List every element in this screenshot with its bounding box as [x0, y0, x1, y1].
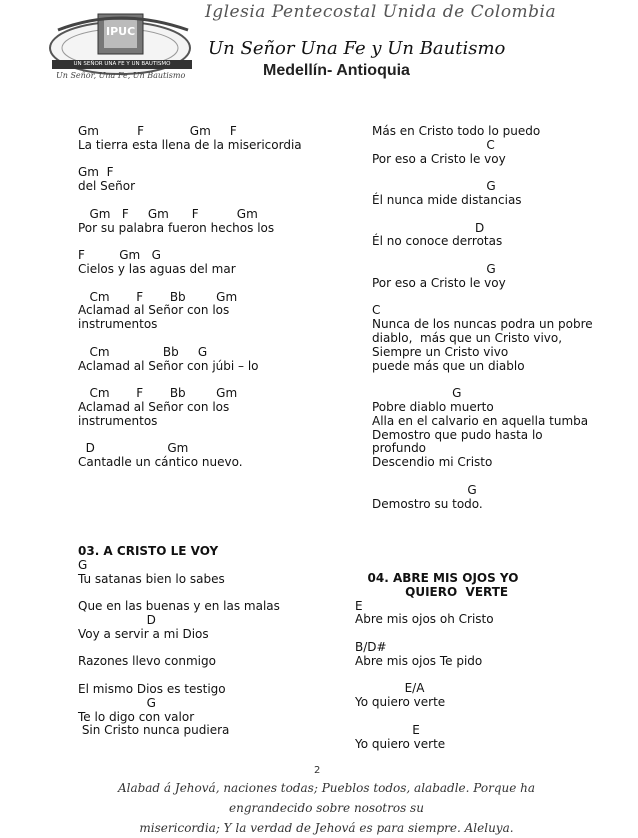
- lyric-line: Siempre un Cristo vivo: [372, 344, 509, 359]
- song-lyrics-left: [78, 125, 302, 470]
- lyric-line: G: [372, 179, 496, 194]
- song-03: [78, 545, 280, 738]
- lyric-line: Gm F Gm F: [78, 124, 237, 138]
- lyric-line: Pobre diablo muerto: [372, 399, 494, 414]
- lyric-line: Yo quiero verte: [355, 695, 446, 710]
- lyric-line: E/A: [355, 681, 425, 696]
- lyric-line: Él nunca mide distancias: [372, 192, 522, 207]
- lyric-line: Yo quiero verte: [355, 736, 446, 751]
- lyric-line: [78, 669, 280, 683]
- lyric-line: [78, 332, 302, 346]
- lyric-line: [372, 291, 593, 305]
- lyric-line: del Señor: [78, 179, 136, 194]
- lyric-line: Demostro que pudo hasta lo: [372, 427, 543, 442]
- lyric-line: C: [372, 303, 381, 318]
- lyric-line: El mismo Dios es testigo: [78, 681, 226, 696]
- lyric-line: [78, 642, 280, 656]
- lyric-line: [78, 194, 302, 208]
- lyric-line: G: [372, 261, 496, 276]
- lyric-line: Él no conoce derrotas: [372, 234, 503, 249]
- lyric-line: Razones llevo conmigo: [78, 654, 216, 669]
- church-city: Medellín- Antioquia: [263, 62, 410, 79]
- lyric-line: G: [78, 557, 88, 572]
- lyric-line: [355, 627, 518, 641]
- lyric-line: G: [372, 386, 462, 401]
- lyric-line: [372, 166, 593, 180]
- church-name: Iglesia Pentecostal Unida de Colombia: [205, 2, 557, 22]
- song-04-title-line1: 04. ABRE MIS OJOS YO: [355, 571, 519, 585]
- lyric-line: [78, 235, 302, 249]
- lyric-line: La tierra esta llena de la misericordia: [78, 137, 302, 152]
- lyric-line: [372, 208, 593, 222]
- lyric-line: Cantadle un cántico nuevo.: [78, 455, 243, 470]
- lyric-line: Abre mis ojos Te pido: [355, 653, 483, 668]
- lyric-line: Que en las buenas y en las malas: [78, 599, 280, 614]
- lyric-line: E: [355, 598, 363, 613]
- lyric-line: Descendio mi Cristo: [372, 455, 493, 470]
- lyric-line: [355, 669, 518, 683]
- lyric-line: Por eso a Cristo le voy: [372, 275, 506, 290]
- lyric-line: Por su palabra fueron hechos los: [78, 220, 275, 235]
- lyric-line: Nunca de los nuncas podra un pobre: [372, 317, 593, 332]
- lyric-line: B/D#: [355, 639, 387, 654]
- footer-verse-line1: Alabad á Jehová, naciones todas; Pueblos todos, alabadle. Porque ha engrandecido sobre nosotros su: [117, 781, 536, 815]
- footer-verse-line2: misericordia; Y la verdad de Jehová es para siempre. Aleluya.: [139, 821, 514, 835]
- lyric-line: Por eso a Cristo le voy: [372, 151, 506, 166]
- lyric-line: Cm F Bb Gm: [78, 386, 238, 401]
- song-03-lines: [78, 559, 280, 738]
- lyric-line: Gm F Gm F Gm: [78, 206, 258, 221]
- lyric-line: Más en Cristo todo lo puedo: [372, 124, 541, 138]
- church-motto: Un Señor Una Fe y Un Bautismo: [208, 38, 506, 59]
- lyric-line: E: [355, 722, 420, 737]
- lyric-line: G: [372, 482, 477, 497]
- lyric-line: Cm F Bb Gm: [78, 289, 238, 304]
- lyric-line: F Gm G: [78, 248, 161, 263]
- lyric-line: Aclamad al Señor con los: [78, 399, 230, 414]
- lyric-line: G: [78, 695, 156, 710]
- lyric-line: Voy a servir a mi Dios: [78, 626, 209, 641]
- song-03-title: 03. A CRISTO LE VOY: [78, 544, 219, 558]
- lyric-line: D: [372, 220, 485, 235]
- logo-ring-text: UN SEÑOR UNA FE Y UN BAUTISMO: [73, 61, 171, 67]
- lyric-line: [372, 373, 593, 387]
- logo-tagline: Un Señor, Una Fe, Un Bautismo: [56, 71, 186, 80]
- page-number: 2: [314, 765, 321, 776]
- lyric-line: [78, 373, 302, 387]
- footer-verse: [78, 778, 575, 838]
- lyric-line: Tu satanas bien lo sabes: [78, 571, 225, 586]
- lyric-line: profundo: [372, 441, 427, 456]
- lyric-line: [78, 586, 280, 600]
- song-04-lines: [355, 600, 518, 752]
- lyric-line: instrumentos: [78, 413, 158, 428]
- lyric-line: [78, 153, 302, 167]
- church-logo: [38, 4, 213, 84]
- lyric-line: Aclamad al Señor con júbi – lo: [78, 358, 259, 373]
- lyric-line: [372, 249, 593, 263]
- lyric-line: C: [372, 137, 495, 152]
- logo-mark-text: IPUC: [106, 25, 136, 38]
- song-lyrics-right: [372, 125, 593, 511]
- lyric-line: Te lo digo con valor: [78, 709, 195, 724]
- lyric-line: Abre mis ojos oh Cristo: [355, 612, 494, 627]
- lyric-line: Alla en el calvario en aquella tumba: [372, 413, 589, 428]
- lyric-line: Aclamad al Señor con los: [78, 303, 230, 318]
- lyric-line: diablo, más que un Cristo vivo,: [372, 330, 563, 345]
- song-04: [355, 572, 518, 751]
- lyric-line: [78, 277, 302, 291]
- lyric-line: D Gm: [78, 441, 189, 456]
- lyric-line: D: [78, 612, 156, 627]
- lyric-line: Gm F: [78, 165, 114, 180]
- lyric-line: Cielos y las aguas del mar: [78, 261, 236, 276]
- lyric-line: Cm Bb G: [78, 344, 208, 359]
- lyric-line: puede más que un diablo: [372, 358, 525, 373]
- lyric-line: [78, 429, 302, 443]
- lyric-line: Sin Cristo nunca pudiera: [78, 723, 230, 738]
- lyric-line: Demostro su todo.: [372, 496, 483, 511]
- lyric-line: [355, 710, 518, 724]
- lyric-line: instrumentos: [78, 317, 158, 332]
- song-04-title-line2: QUIERO VERTE: [355, 584, 509, 599]
- lyric-line: [372, 470, 593, 484]
